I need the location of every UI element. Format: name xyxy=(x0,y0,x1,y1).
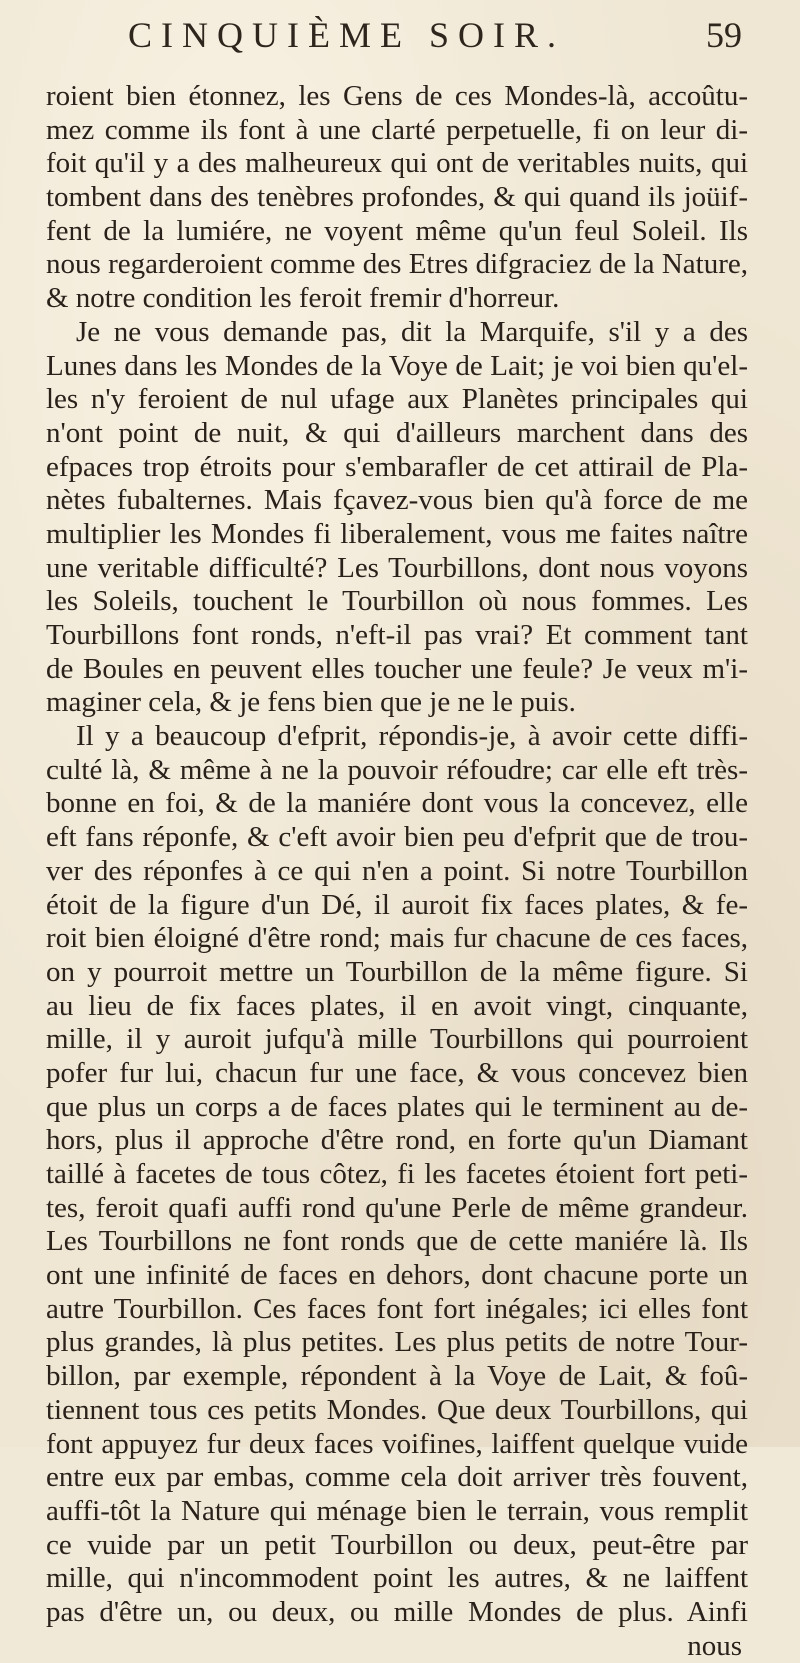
text-line: de Boules en peuvent elles toucher une feule? Je veux m'i- xyxy=(46,652,748,685)
text-line: Je ne vous demande pas, dit la Marquife, s'il y a des xyxy=(76,315,748,348)
text-line: autre Tourbillon. Ces faces font fort inégales; ici elles font xyxy=(46,1292,748,1325)
text-line: tombent dans des tenèbres profondes, & qui quand ils joüif- xyxy=(46,181,748,214)
text-line: font appuyez fur deux faces voifines, laiffent quelque vuide xyxy=(46,1427,748,1460)
text-line: & notre condition les feroit fremir d'horreur. xyxy=(46,282,560,315)
body-text xyxy=(46,80,748,1663)
text-line: culté là, & même à ne la pouvoir réfoudre; car elle eft très- xyxy=(46,753,748,786)
text-line: Tourbillons font ronds, n'eft-il pas vrai? Et comment tant xyxy=(46,619,748,651)
text-line: Il y a beaucoup d'efprit, répondis-je, à avoir cette diffi- xyxy=(76,720,748,753)
text-line: mille, il y auroit jufqu'à mille Tourbillons qui pourroient xyxy=(46,1023,748,1056)
text-line: une veritable difficulté? Les Tourbillons, dont nous voyons xyxy=(46,551,748,584)
text-line: tes, feroit quafi auffi rond qu'une Perle de même grandeur. xyxy=(46,1191,748,1224)
text-line: pofer fur lui, chacun fur une face, & vous concevez bien xyxy=(46,1056,748,1089)
text-line: bonne en foi, & de la maniére dont vous la concevez, elle xyxy=(46,787,748,820)
text-line: plus grandes, là plus petites. Les plus petits de notre Tour- xyxy=(46,1326,748,1359)
text-line: roient bien étonnez, les Gens de ces Mondes-là, accoûtu- xyxy=(46,80,748,112)
text-line: mille, qui n'incommodent point les autres, & ne laiffent xyxy=(46,1562,748,1595)
text-line: hors, plus il approche d'être rond, en forte qu'un Diamant xyxy=(46,1124,748,1157)
page-number: 59 xyxy=(706,15,742,55)
text-line: ce vuide par un petit Tourbillon ou deux, peut-être par xyxy=(46,1528,748,1561)
text-line: efpaces trop étroits pour s'embarafler de cet attirail de Pla- xyxy=(46,450,748,483)
text-line: eft fans réponfe, & c'eft avoir bien peu d'efprit que de trou- xyxy=(46,821,748,854)
text-line: Les Tourbillons ne font ronds que de cette maniére là. Ils xyxy=(46,1225,748,1258)
text-line: que plus un corps a de faces plates qui le terminent au de- xyxy=(46,1090,748,1123)
text-line: fent de la lumiére, ne voyent même qu'un feul Soleil. Ils xyxy=(46,214,748,247)
text-line: tiennent tous ces petits Mondes. Que deux Tourbillons, qui xyxy=(46,1393,748,1426)
text-line: entre eux par embas, comme cela doit arriver très fouvent, xyxy=(46,1461,748,1494)
running-head: CINQUIÈME SOIR. xyxy=(128,15,565,55)
text-line: taillé à facetes de tous côtez, fi les facetes étoient fort peti- xyxy=(46,1158,748,1190)
catchword: nous xyxy=(687,1629,742,1662)
text-line: les Soleils, touchent le Tourbillon où nous fommes. Les xyxy=(46,585,748,618)
text-line: roit bien éloigné d'être rond; mais fur chacune de ces faces, xyxy=(46,922,748,955)
text-line: billon, par exemple, répondent à la Voye de Lait, & foû- xyxy=(46,1360,748,1393)
text-line: Lunes dans les Mondes de la Voye de Lait; je voi bien qu'el- xyxy=(46,349,748,382)
text-line: foit qu'il y a des malheureux qui ont de veritables nuits, qui xyxy=(46,147,748,180)
text-line: nètes fubalternes. Mais fçavez-vous bien qu'à force de me xyxy=(46,484,748,517)
page-header xyxy=(0,14,800,66)
text-line: les n'y feroient de nul ufage aux Planètes principales qui xyxy=(46,383,748,416)
text-line: on y pourroit mettre un Tourbillon de la même figure. Si xyxy=(46,955,748,988)
text-line: n'ont point de nuit, & qui d'ailleurs marchent dans des xyxy=(46,416,748,449)
text-line: mez comme ils font à une clarté perpetuelle, fi on leur di- xyxy=(46,113,748,146)
text-line: pas d'être un, ou deux, ou mille Mondes de plus. Ainfi xyxy=(46,1595,748,1628)
text-line: au lieu de fix faces plates, il en avoit vingt, cinquante, xyxy=(46,989,748,1022)
text-line: ont une infinité de faces en dehors, dont chacune porte un xyxy=(46,1259,748,1292)
text-line: nous regarderoient comme des Etres difgraciez de la Nature, xyxy=(46,248,748,281)
text-line: maginer cela, & je fens bien que je ne le puis. xyxy=(46,686,576,719)
text-line: étoit de la figure d'un Dé, il auroit fix faces plates, & fe- xyxy=(46,888,748,921)
text-line: auffi-tôt la Nature qui ménage bien le terrain, vous remplit xyxy=(46,1494,748,1527)
text-line: ver des réponfes à ce qui n'en a point. Si notre Tourbillon xyxy=(46,854,748,887)
text-line: multiplier les Mondes fi liberalement, vous me faites naître xyxy=(46,517,748,550)
